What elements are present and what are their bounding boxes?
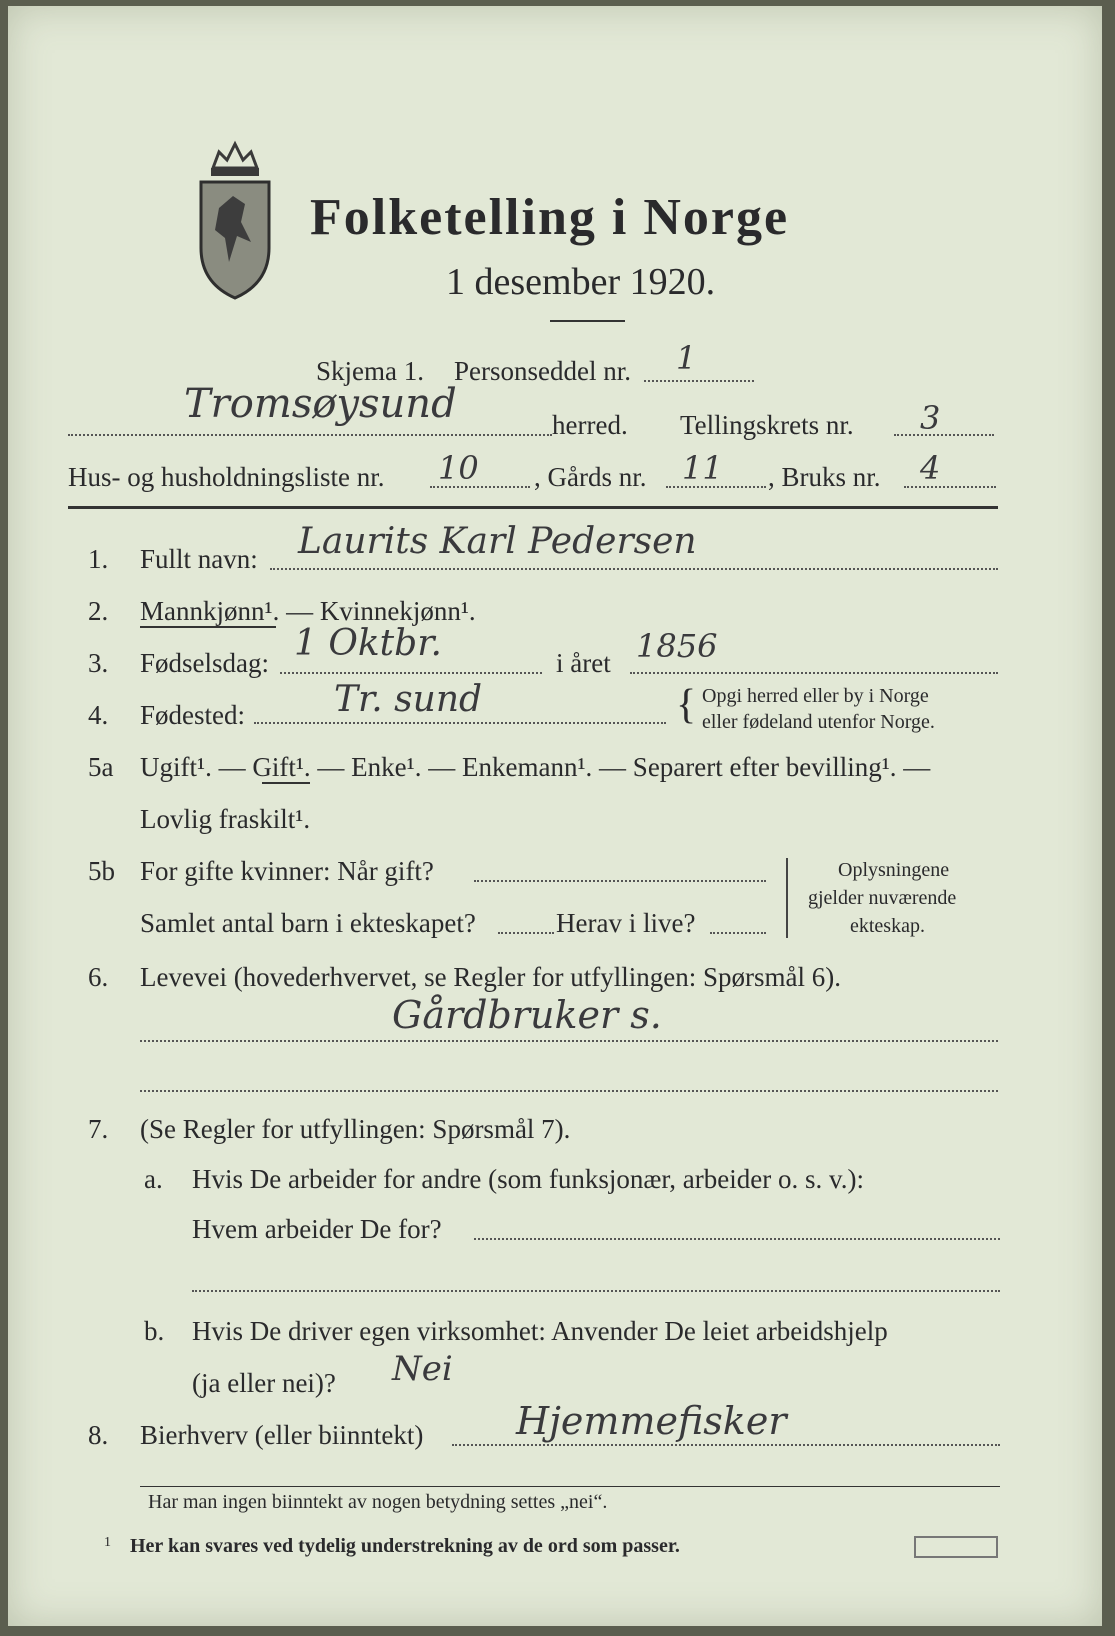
q5b-note-line1: Oplysningene bbox=[838, 859, 950, 881]
bruks-label: , Bruks nr. bbox=[768, 462, 881, 492]
q3-line bbox=[280, 672, 542, 674]
q1-number: 1. bbox=[88, 544, 109, 574]
herred-value: Tromsøysund bbox=[184, 381, 457, 427]
husholdningsliste-label: Hus- og husholdningsliste nr. bbox=[68, 462, 385, 492]
printer-stamp bbox=[914, 1536, 998, 1558]
q8-line bbox=[452, 1444, 1000, 1446]
q2-underline-mannkjonn bbox=[140, 626, 276, 628]
q7a-line-extra bbox=[192, 1290, 1000, 1292]
title-divider bbox=[550, 320, 625, 322]
q1-value: Laurits Karl Pedersen bbox=[298, 521, 697, 562]
q7a-line1: Hvis De arbeider for andre (som funksjonær, arbeider o. s. v.): bbox=[192, 1164, 864, 1194]
tellingskrets-line bbox=[894, 434, 994, 436]
q4-note-line1: Opgi herred eller by i Norge bbox=[702, 685, 929, 707]
q4-value: Tr. sund bbox=[334, 679, 483, 720]
q3-label: Fødselsdag: bbox=[140, 648, 270, 678]
q3-value: 1 Oktbr. bbox=[294, 623, 442, 664]
coat-of-arms-icon bbox=[193, 138, 277, 302]
q5b-label3: Herav i live? bbox=[556, 908, 696, 938]
q4-note-line2: eller fødeland utenfor Norge. bbox=[702, 711, 935, 733]
q2-label: Mannkjønn¹. — Kvinnekjønn¹. bbox=[140, 596, 476, 626]
skjema-label: Skjema 1. bbox=[316, 356, 424, 386]
q5a-underline-gift bbox=[262, 782, 310, 784]
q8-label: Bierhverv (eller biinntekt) bbox=[140, 1420, 424, 1450]
herred-line bbox=[68, 434, 552, 436]
q3-year-label: i året bbox=[556, 648, 611, 678]
gards-label: , Gårds nr. bbox=[534, 462, 647, 492]
q6-line1 bbox=[140, 1040, 998, 1042]
q2-number: 2. bbox=[88, 596, 109, 626]
q5b-alive-line bbox=[710, 932, 766, 934]
q4-label: Fødested: bbox=[140, 700, 245, 730]
q6-line2 bbox=[140, 1090, 998, 1092]
q5a-line1: Ugift¹. — Gift¹. — Enke¹. — Enkemann¹. — Separert efter bevilling¹. — bbox=[140, 752, 931, 782]
q8-number: 8. bbox=[88, 1420, 109, 1450]
q3-number: 3. bbox=[88, 648, 109, 678]
q5b-note-bracket bbox=[786, 858, 788, 938]
q7b-value: Nei bbox=[392, 1349, 453, 1389]
census-form-page bbox=[8, 6, 1102, 1626]
personseddel-label: Personseddel nr. bbox=[454, 356, 631, 386]
q6-label: Levevei (hovederhvervet, se Regler for utfyllingen: Spørsmål 6). bbox=[140, 962, 842, 992]
q6-number: 6. bbox=[88, 962, 109, 992]
q5a-number: 5a bbox=[88, 752, 114, 782]
bruks-line bbox=[904, 486, 996, 488]
q5a-line2: Lovlig fraskilt¹. bbox=[140, 804, 311, 834]
q7a-line bbox=[474, 1238, 1000, 1240]
q6-value: Gårdbruker s. bbox=[392, 993, 662, 1037]
personseddel-line bbox=[644, 380, 754, 382]
q5b-children-line bbox=[498, 932, 554, 934]
q1-label: Fullt navn: bbox=[140, 544, 258, 574]
bruks-value: 4 bbox=[920, 449, 941, 487]
q5b-when-line bbox=[474, 880, 766, 882]
q7-number: 7. bbox=[88, 1114, 109, 1144]
q5b-number: 5b bbox=[88, 856, 115, 886]
form-title: Folketelling i Norge bbox=[310, 189, 790, 246]
tellingskrets-value: 3 bbox=[920, 399, 941, 437]
q5b-label2: Samlet antal barn i ekteskapet? bbox=[140, 908, 476, 938]
footer-note: Har man ingen biinntekt av nogen betydning settes „nei“. bbox=[148, 1491, 608, 1513]
q5b-note-line2: gjelder nuværende bbox=[808, 887, 957, 909]
q7b-line2: (ja eller nei)? bbox=[192, 1368, 336, 1398]
q7a-letter: a. bbox=[144, 1164, 163, 1194]
q5b-note-line3: ekteskap. bbox=[850, 915, 925, 937]
q1-line bbox=[270, 568, 998, 570]
q8-value: Hjemmefisker bbox=[516, 1399, 787, 1443]
q7b-line1: Hvis De driver egen virksomhet: Anvender De leiet arbeidshjelp bbox=[192, 1316, 888, 1346]
footnote-text: Her kan svares ved tydelig understrekning av de ord som passer. bbox=[130, 1535, 680, 1557]
tellingskrets-label: Tellingskrets nr. bbox=[680, 410, 854, 440]
footnote-mark: 1 bbox=[104, 1535, 111, 1550]
q4-brace: { bbox=[676, 682, 697, 728]
q7a-line2: Hvem arbeider De for? bbox=[192, 1214, 442, 1244]
q7-label: (Se Regler for utfyllingen: Spørsmål 7). bbox=[140, 1114, 571, 1144]
q4-number: 4. bbox=[88, 700, 109, 730]
census-date: 1 desember 1920. bbox=[446, 261, 716, 303]
herred-label: herred. bbox=[552, 410, 628, 440]
q4-line bbox=[254, 722, 666, 724]
q3-year-value: 1856 bbox=[636, 627, 718, 665]
q7b-letter: b. bbox=[144, 1316, 165, 1346]
q3-year-line bbox=[630, 672, 998, 674]
husholdningsliste-value: 10 bbox=[438, 449, 479, 487]
header-divider bbox=[68, 506, 998, 509]
gards-value: 11 bbox=[682, 449, 723, 487]
q5b-label1: For gifte kvinner: Når gift? bbox=[140, 856, 434, 886]
personseddel-value: 1 bbox=[676, 339, 697, 377]
footer-divider bbox=[140, 1486, 1000, 1487]
